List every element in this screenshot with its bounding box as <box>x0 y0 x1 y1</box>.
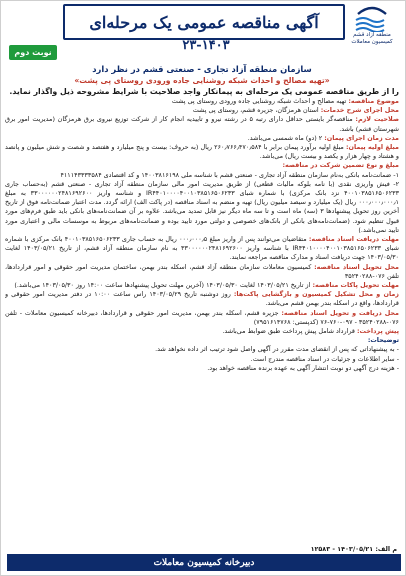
section-location: محل اجرای شرح خدمات: استان هرمزگان، جزیره قشم، روستای پی پشت <box>192 106 399 115</box>
section-guarantee: مبلغ و نوع تضمین شرکت در مناقصه: <box>282 161 399 170</box>
org-logo <box>343 4 401 60</box>
notes-title: توضیحات: <box>367 336 399 345</box>
section-initial-amount: مبلغ اولیه پیمان: مبلغ اولیه برآورد پیمان برابر با ۲۶۰٫۷۶۶٫۴۷۰٫۵۸۴ ریال (به حروف: بیست و پنج میلیارد و هفتصد و شصت و شش میلیون و پانصد و هشتاد و چهار هزار و یکصد و بیست ریال) می‌باشد. <box>5 143 399 161</box>
publication-reference: م الف: ۱۴۰۳/۰۵/۲۱ - ۱۲۵۸۳ <box>310 545 397 553</box>
header <box>1 1 406 63</box>
section-subject: موضوع مناقصه: تهیه مصالح و احداث شبکه روشنایی جاده ورودی روستای پی پشت <box>171 97 399 105</box>
guarantee-option-1: ۱- ضمانت‌نامه بانکی به‌نام سازمان منطقه آزاد تجاری - صنعتی قشم با شناسه ملی ۱۴۰۰۳۸۱۶۱۹۸ و کد اقتصادی ۴۱۱۱۴۳۳۳۳۵۸۴ <box>60 170 399 179</box>
waves-logo-icon <box>354 4 390 32</box>
section-opening-session: زمان و محل تشکیل کمیسیون و بازگشایی پاکت‌ها: روز دوشنبه تاریخ ۱۴۰۳/۰۵/۲۹ راس ساعت ۱۰:۰۰ در دفتر مدیریت امور حقوقی و قراردادها، واقع در اسکله بندر بهمن قشم می‌باشد. <box>5 290 399 308</box>
section-envelope-deadline: مهلت تحویل پاکات مناقصه: از تاریخ ۱۴۰۳/۰۵/۲۱ لغایت ۱۴۰۳/۰۵/۳۰ (آخرین مهلت تحویل پیشنهادها ساعت ۱۴:۰۰ روز ۱۴۰۳/۰۵/۳۰ می‌باشد.) <box>14 281 399 290</box>
note-item: - سایر اطلاعات و جزئیات در اسناد مناقصه مندرج است. <box>250 354 399 363</box>
logo-commission-name: کمیسیون معاملات <box>351 39 393 45</box>
intro-text: را از طریق مناقصه عمومی یک مرحله‌ای به پیمانکار واجد صلاحیت با شرایط مشروحه ذیل واگذار نماید. <box>9 87 399 96</box>
tender-subject: «تهیه مصالح و احداث شبکه روشنایی جاده ورودی روستای پی پشت» <box>74 76 330 85</box>
publication-round-badge: نوبت دوم <box>9 45 57 60</box>
section-duration: مدت زمان اجرای پیمان: ۲ (دو) ماه شمسی می‌باشد. <box>247 133 399 142</box>
note-item: - به پیشنهاداتی که پس از انقضای مدت مقرر در آگهی واصل شود ترتیب اثر داده نخواهد شد. <box>155 345 399 354</box>
section-prepayment: پیش پرداخت: قرارداد شامل پیش پرداخت طبق ضوابط می‌باشد. <box>222 327 399 336</box>
section-document-deadline: مهلت دریافت اسناد مناقصه: متقاضیان می‌توانند پس از واریز مبلغ ۰۰۰٫۰۰۰٫۵ ریال به حساب جاری ۴۰۰۱۰۳۸۵۱۶۵۰۶۲۳۳ بانک مرکزی با شماره شبای IR۴۴۰۱۰۰۰۰۴۰۰۱۰۳۸۵۱۶۵۰۶۲۳۳ با شناسه واریز ۳۳۰۰۰۰۰۰۲۴۸۱۶۹۲۶۰۰ به نام سازمان منطقه آزاد قشم، از تاریخ ۱۴۰۳/۰۵/۲۱ لغایت ۱۴۰۳/۰۵/۳۰ جهت دریافت اسناد و مدارک مناقصه مراجعه نمایند. <box>5 235 399 262</box>
announcement-body <box>5 63 399 541</box>
footer-secretariat: دبیرخانه کمیسیون معاملات <box>7 554 401 571</box>
organization-name: سازمان منطقه آزاد تجاری - صنعتی قشم در نظر دارد <box>92 64 312 74</box>
guarantee-option-2: ۲- فیش واریزی نقدی (با نامه بلوکه مالیات قطعی) از طریق مدیریت امور مالی سازمان منطقه آزاد تجاری - صنعتی قشم (به‌حساب جاری ۴۰۰۱۰۳۸۵۱۶۵۰۶۲۳۳ نزد بانک مرکزی) با شماره شبای IR۴۴۰۱۰۰۰۰۴۰۰۱۰۳۸۵۱۶۵۰۶۲۳۳ و شناسه واریز ۳۳۰۰۰۰۰۰۲۴۸۱۶۹۲۶۰۰ به مبلغ ۰۰۰٫۰۰۰٫۰۰۰٫۱ ریال (یک میلیارد و سیصد میلیون ریال) تهیه و منضم به اسناد مناقصه (در پاکت الف) ارائه گردد. مدت اعتبار ضمانت‌نامه فوق از تاریخ آخرین روز تحویل پیشنهادها ۳ (سه) ماه است و تا سه ماه دیگر نیز قابل تمدید می‌باشد. علاوه بر آن ضمانت‌نامه‌های بانکی باید طبق فرم‌های مورد قبول تنظیم شود. (ضمانت‌نامه‌های بانکی از بانک‌های خصوصی و دولتی مورد تایید بوده و ضمانت‌نامه‌های مربوط به موسسات مالی و اعتباری مورد تایید نمی‌باشد.) <box>5 179 399 234</box>
section-qualification: صلاحیت لازم: مناقصه‌گر بایستی حداقل دارای رتبه ۵ در رشته نیرو و تاییدیه انجام کار از شرکت توزیع نیروی برق هرمزگان (مدیریت امور برق شهرستان قشم) باشد. <box>5 115 399 133</box>
note-item: - هزینه درج آگهی دو نوبت انتشار آگهی به عهده برنده مناقصه خواهد بود. <box>207 363 399 372</box>
logo-org-name: منطقه آزاد قشم <box>353 32 391 38</box>
section-contact-place: محل دریافت و تحویل اسناد مناقصه: جزیره قشم، اسکله بندر بهمن، مدیریت امور حقوقی و قراردادها، دبیرخانه کمیسیون معاملات - تلفن ۰۷۶-۳۵۲۴۰۲۸۸ - ۰۹۷-۷۶۰-۷۶ (کدپستی: ۷۹۵۱۶۱۴۷۶۸) <box>5 308 399 326</box>
page-title: آگهی مناقصه عمومی یک مرحله‌ای <box>63 4 345 40</box>
section-delivery-place: محل تحویل اسناد مناقصه: کمیسیون معاملات سازمان منطقه آزاد قشم، اسکله بندر بهمن، ساختمان مدیریت امور حقوقی و امور قراردادها، تلفن ۰۷۶-۳۵۲۴۰۲۸۸ <box>5 262 399 280</box>
edition-number: ۲۳-۱۴۰۳ <box>182 38 230 53</box>
